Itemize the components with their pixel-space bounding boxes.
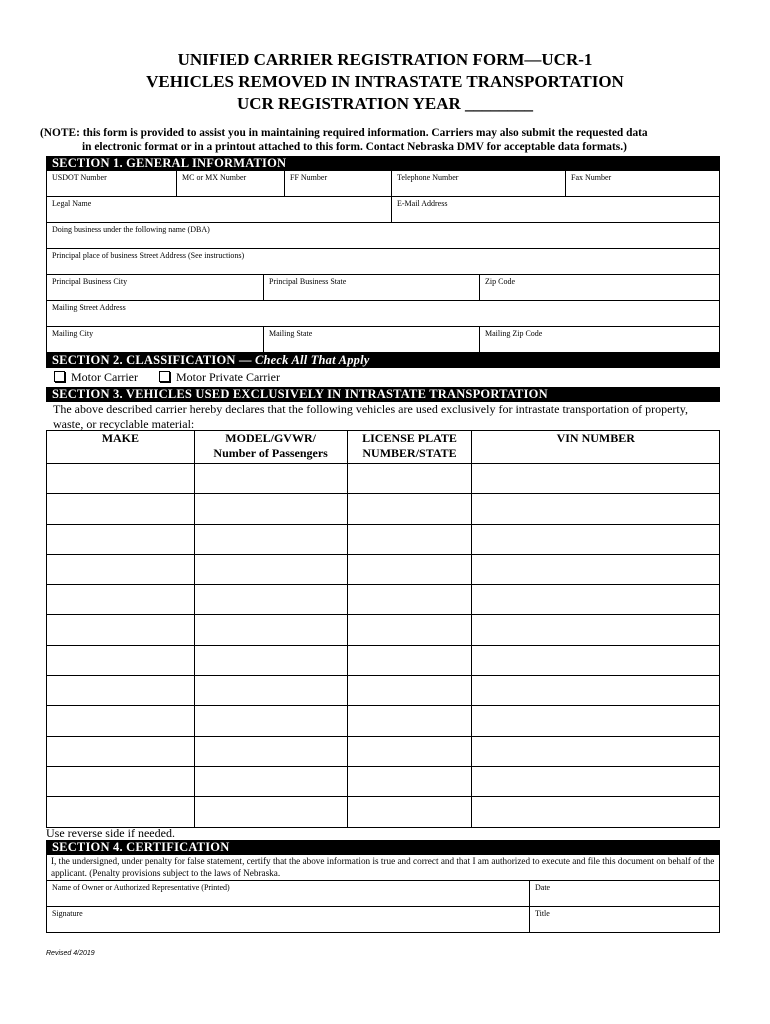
- plate-cell[interactable]: [347, 464, 472, 494]
- vin-cell[interactable]: [472, 494, 720, 524]
- legal-name-field[interactable]: [47, 197, 391, 222]
- col-plate-line-1: LICENSE PLATE: [362, 431, 457, 445]
- classification-options: [54, 370, 280, 385]
- principal-state-field[interactable]: [263, 275, 479, 300]
- plate-cell[interactable]: [347, 615, 472, 645]
- plate-cell[interactable]: [347, 706, 472, 736]
- signature-field[interactable]: [47, 907, 529, 932]
- section-4-header: SECTION 4. CERTIFICATION: [46, 840, 720, 855]
- date-field[interactable]: [529, 881, 719, 906]
- fax-field[interactable]: [565, 171, 719, 196]
- mailing-city-field[interactable]: [47, 327, 263, 352]
- plate-cell[interactable]: [347, 676, 472, 706]
- principal-street-field[interactable]: [47, 249, 719, 274]
- mailing-zip-field[interactable]: [479, 327, 719, 352]
- section-1-row-2: [46, 197, 720, 223]
- vehicles-table-header: [47, 431, 720, 464]
- email-field[interactable]: [391, 197, 719, 222]
- col-make: MAKE: [47, 431, 195, 464]
- model-cell[interactable]: [194, 706, 347, 736]
- vehicles-table-body: [47, 464, 720, 828]
- principal-city-field[interactable]: [47, 275, 263, 300]
- revision-date: Revised 4/2019: [46, 950, 95, 957]
- section-4-row-2: [46, 907, 720, 933]
- plate-cell[interactable]: [347, 797, 472, 827]
- model-cell[interactable]: [194, 736, 347, 766]
- section-1-row-3: [46, 223, 720, 249]
- form-title: UNIFIED CARRIER REGISTRATION FORM—UCR-1: [177, 50, 593, 69]
- make-cell[interactable]: [47, 706, 195, 736]
- zip-field[interactable]: [479, 275, 719, 300]
- ff-field[interactable]: [284, 171, 391, 196]
- vin-cell[interactable]: [472, 676, 720, 706]
- plate-cell[interactable]: [347, 645, 472, 675]
- mailing-city-label: Mailing City: [52, 329, 94, 338]
- mc-label: MC or MX Number: [182, 173, 247, 182]
- mc-field[interactable]: [176, 171, 284, 196]
- table-row: [47, 676, 720, 706]
- col-model-line-2: Number of Passengers: [213, 446, 328, 460]
- vin-cell[interactable]: [472, 615, 720, 645]
- dba-field[interactable]: [47, 223, 719, 248]
- make-cell[interactable]: [47, 615, 195, 645]
- name-field[interactable]: [47, 881, 529, 906]
- vehicles-table: [46, 430, 720, 828]
- col-vin: VIN NUMBER: [472, 431, 720, 464]
- motor-carrier-checkbox[interactable]: [54, 370, 138, 384]
- section-1-row-5: [46, 275, 720, 301]
- registration-year: UCR REGISTRATION YEAR ________: [236, 94, 534, 113]
- section-4-row-1: [46, 881, 720, 907]
- col-plate-line-2: NUMBER/STATE: [362, 446, 457, 460]
- plate-cell[interactable]: [347, 736, 472, 766]
- name-label: Name of Owner or Authorized Representative (Printed): [52, 883, 230, 892]
- col-model: [194, 431, 347, 464]
- plate-cell[interactable]: [347, 494, 472, 524]
- col-plate: [347, 431, 472, 464]
- form-note: [40, 126, 730, 154]
- principal-state-label: Principal Business State: [269, 277, 347, 286]
- model-cell[interactable]: [194, 766, 347, 796]
- mailing-street-field[interactable]: [47, 301, 719, 326]
- vin-cell[interactable]: [472, 706, 720, 736]
- model-cell[interactable]: [194, 554, 347, 584]
- motor-private-carrier-label: Motor Private Carrier: [175, 370, 280, 384]
- table-row: [47, 585, 720, 615]
- vin-cell[interactable]: [472, 524, 720, 554]
- note-line-1: (NOTE: this form is provided to assist you in maintaining required information. Carriers may also submit the requested data: [40, 127, 648, 139]
- reverse-side-note: Use reverse side if needed.: [46, 826, 175, 840]
- checkbox-icon: [54, 371, 65, 382]
- table-row: [47, 615, 720, 645]
- note-line-2: in electronic format or in a printout attached to this form. Contact Nebraska DMV for acceptable data formats.): [82, 141, 627, 153]
- title-field[interactable]: [529, 907, 719, 932]
- table-row: [47, 736, 720, 766]
- model-cell[interactable]: [194, 615, 347, 645]
- vin-cell[interactable]: [472, 645, 720, 675]
- make-cell[interactable]: [47, 736, 195, 766]
- make-cell[interactable]: [47, 766, 195, 796]
- model-cell[interactable]: [194, 494, 347, 524]
- section-1-row-1: [46, 171, 720, 197]
- vin-cell[interactable]: [472, 464, 720, 494]
- make-cell[interactable]: [47, 464, 195, 494]
- vin-cell[interactable]: [472, 736, 720, 766]
- form-subtitle: VEHICLES REMOVED IN INTRASTATE TRANSPORTATION: [146, 72, 624, 91]
- model-cell[interactable]: [194, 645, 347, 675]
- section-1-row-4: [46, 249, 720, 275]
- plate-cell[interactable]: [347, 524, 472, 554]
- signature-label: Signature: [52, 909, 83, 918]
- zip-label: Zip Code: [485, 277, 515, 286]
- vin-cell[interactable]: [472, 797, 720, 827]
- make-cell[interactable]: [47, 554, 195, 584]
- telephone-field[interactable]: [391, 171, 565, 196]
- plate-cell[interactable]: [347, 766, 472, 796]
- vin-cell[interactable]: [472, 766, 720, 796]
- mailing-zip-label: Mailing Zip Code: [485, 329, 543, 338]
- make-cell[interactable]: [47, 524, 195, 554]
- usdot-field[interactable]: [47, 171, 176, 196]
- plate-cell[interactable]: [347, 585, 472, 615]
- table-row: [47, 766, 720, 796]
- principal-city-label: Principal Business City: [52, 277, 128, 286]
- model-cell[interactable]: [194, 585, 347, 615]
- model-cell[interactable]: [194, 676, 347, 706]
- section-3-header: SECTION 3. VEHICLES USED EXCLUSIVELY IN INTRASTATE TRANSPORTATION: [46, 387, 720, 402]
- mailing-state-label: Mailing State: [269, 329, 313, 338]
- telephone-label: Telephone Number: [397, 173, 459, 182]
- motor-carrier-label: Motor Carrier: [71, 370, 138, 384]
- ff-label: FF Number: [290, 173, 328, 182]
- plate-cell[interactable]: [347, 554, 472, 584]
- table-row: [47, 797, 720, 827]
- email-label: E-Mail Address: [397, 199, 448, 208]
- section-2-title-italic: Check All That Apply: [254, 353, 370, 367]
- make-cell[interactable]: [47, 585, 195, 615]
- vin-cell[interactable]: [472, 585, 720, 615]
- fax-label: Fax Number: [571, 173, 612, 182]
- model-cell[interactable]: [194, 797, 347, 827]
- make-cell[interactable]: [47, 797, 195, 827]
- model-cell[interactable]: [194, 464, 347, 494]
- title-label: Title: [535, 909, 550, 918]
- table-row: [47, 524, 720, 554]
- legal-name-label: Legal Name: [52, 199, 92, 208]
- section-1-header: SECTION 1. GENERAL INFORMATION: [46, 156, 720, 171]
- table-row: [47, 645, 720, 675]
- dba-label: Doing business under the following name (DBA): [52, 225, 210, 234]
- principal-street-label: Principal place of business Street Address (See instructions): [52, 251, 245, 260]
- col-model-line-1: MODEL/GVWR/: [225, 431, 316, 445]
- make-cell[interactable]: [47, 676, 195, 706]
- table-row: [47, 706, 720, 736]
- table-row: [47, 494, 720, 524]
- table-row: [47, 464, 720, 494]
- section-2-header: [46, 353, 720, 368]
- usdot-label: USDOT Number: [52, 173, 107, 182]
- checkbox-icon: [159, 371, 170, 382]
- section-1-row-7: [46, 327, 720, 353]
- make-cell[interactable]: [47, 494, 195, 524]
- mailing-state-field[interactable]: [263, 327, 479, 352]
- date-label: Date: [535, 883, 551, 892]
- make-cell[interactable]: [47, 645, 195, 675]
- section-1-row-6: [46, 301, 720, 327]
- motor-private-carrier-checkbox[interactable]: [159, 370, 280, 384]
- section-2-title: SECTION 2. CLASSIFICATION —: [52, 353, 255, 367]
- table-row: [47, 554, 720, 584]
- declaration-text: The above described carrier hereby declares that the following vehicles are used exclusively for intrastate transportation of property, waste, or recyclable material:: [53, 402, 688, 431]
- model-cell[interactable]: [194, 524, 347, 554]
- certification-statement: I, the undersigned, under penalty for false statement, certify that the above information is true and correct and that I am authorized to execute and file this document on behalf of the applicant. (Penalty provisions subject to the laws of Nebraska.: [46, 855, 720, 881]
- mailing-street-label: Mailing Street Address: [52, 303, 126, 312]
- vin-cell[interactable]: [472, 554, 720, 584]
